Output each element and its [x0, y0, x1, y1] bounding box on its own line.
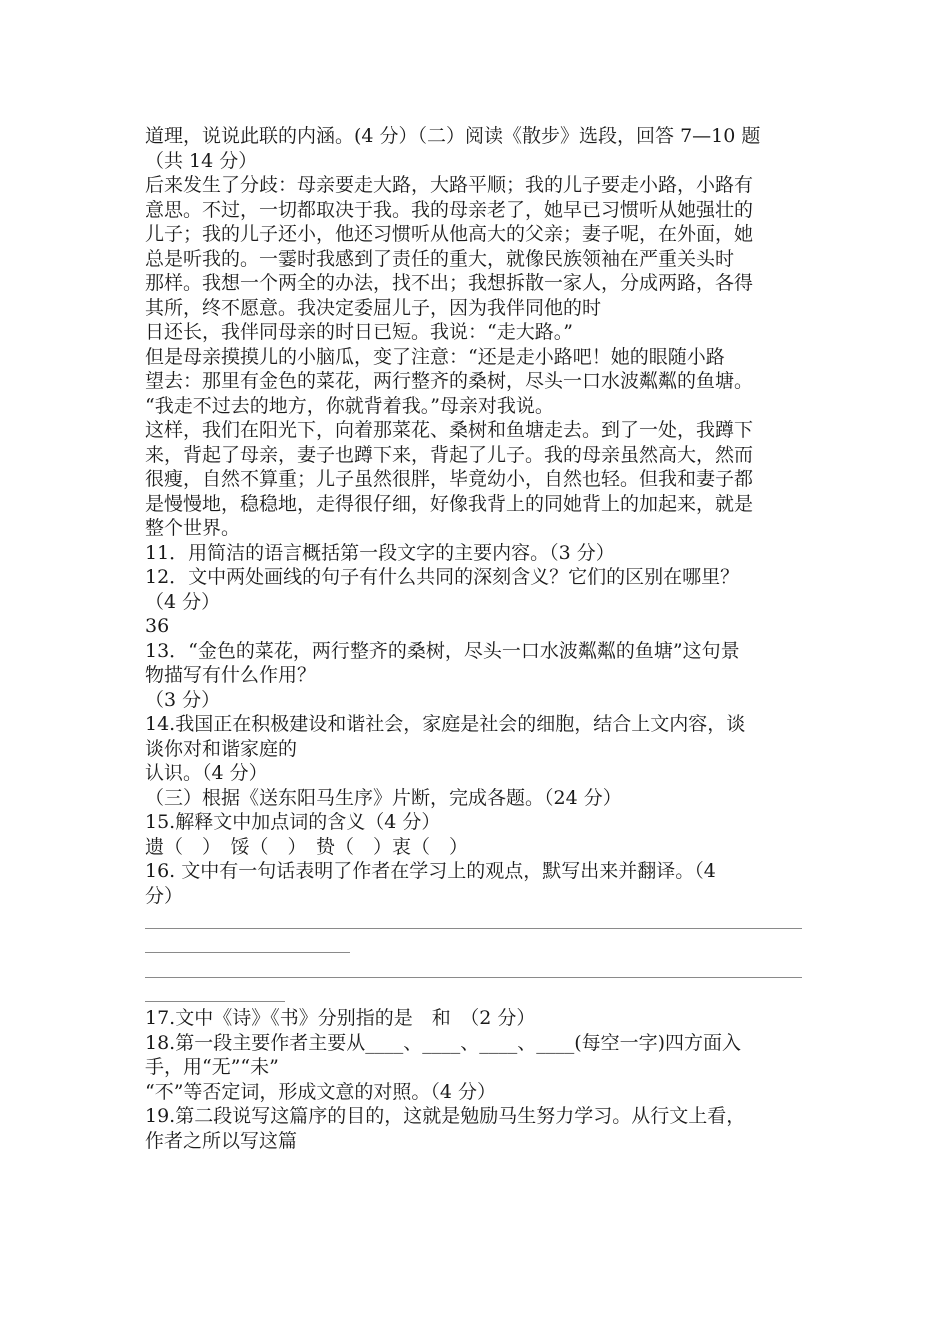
answer-rule: [145, 933, 810, 958]
text-line: 其所，终不愿意。我决定委屈儿子，因为我伴同他的时: [145, 296, 602, 319]
text-line: 手，用“无”“未”: [145, 1056, 279, 1078]
question-15: 15.解释文中加点词的含义（4 分）: [145, 811, 441, 833]
text-line: 认识。（4 分）: [145, 762, 268, 784]
text-line: 日还长，我伴同母亲的时日已短。我说：“走大路。”: [145, 321, 573, 343]
section-heading: （三）根据《送东阳马生序》片断，完成各题。（24 分）: [145, 786, 622, 809]
text-line: （共 14 分）: [145, 149, 258, 172]
text-line: 物描写有什么作用？: [145, 664, 317, 686]
blank-fill-line: 遗（ ） 馁（ ） 贽（ ）衷（ ）: [145, 835, 469, 858]
text-line: 整个世界。: [145, 517, 241, 539]
text-line: 道理，说说此联的内涵。(4 分）（二）阅读《散步》选段，回答 7—10 题: [145, 125, 761, 147]
text-line: 这样，我们在阳光下，向着那菜花、桑树和鱼塘走去。到了一处，我蹲下: [145, 419, 754, 441]
text-line: 谈你对和谐家庭的: [145, 737, 298, 760]
page-number: 36: [145, 615, 170, 637]
text-line: 儿子；我的儿子还小，他还习惯听从他高大的父亲；妻子呢，在外面，她: [145, 223, 754, 245]
text-line: 作者之所以写这篇: [145, 1129, 298, 1152]
answer-rule: [145, 908, 810, 933]
text-line: （4 分）: [145, 590, 221, 613]
question-14: 14.我国正在积极建设和谐社会，家庭是社会的细胞，结合上文内容，谈: [145, 713, 746, 735]
answer-rule: [145, 982, 810, 1007]
question-11: 11．用简洁的语言概括第一段文字的主要内容。（3 分）: [145, 541, 615, 564]
question-19: 19.第二段说写这篇序的目的，这就是勉励马生努力学习。从行文上看，: [145, 1105, 746, 1127]
question-16: 16. 文中有一句话表明了作者在学习上的观点，默写出来并翻译。（4: [145, 860, 716, 882]
question-18: 18.第一段主要作者主要从____、____、____、____(每空一字)四方面入: [145, 1031, 742, 1054]
text-line: 总是听我的。一霎时我感到了责任的重大，就像民族领袖在严重关头时: [145, 247, 735, 270]
question-13: 13．“金色的菜花，两行整齐的桑树，尽头一口水波粼粼的鱼塘”这句景: [145, 639, 740, 662]
text-line: 但是母亲摸摸儿的小脑瓜，变了注意：“还是走小路吧！她的眼随小路: [145, 345, 725, 368]
text-line: 后来发生了分歧：母亲要走大路，大路平顺；我的儿子要走小路，小路有: [145, 174, 754, 196]
answer-rule: [145, 957, 810, 982]
text-line: 望去：那里有金色的菜花，两行整齐的桑树，尽头一口水波粼粼的鱼塘。: [145, 370, 754, 392]
text-line: 那样。我想一个两全的办法，找不出；我想拆散一家人，分成两路，各得: [145, 272, 754, 294]
page-content: [145, 124, 810, 1153]
text-line: 来，背起了母亲，妻子也蹲下来，背起了儿子。我的母亲虽然高大，然而: [145, 443, 754, 466]
question-17: 17.文中《诗》《书》分别指的是 和 （2 分）: [145, 1007, 536, 1029]
text-line: “我走不过去的地方，你就背着我。”母亲对我说。: [145, 394, 554, 417]
text-line: “不”等否定词，形成文意的对照。（4 分）: [145, 1080, 497, 1103]
question-12: 12．文中两处画线的句子有什么共同的深刻含义？它们的区别在哪里？: [145, 566, 740, 588]
text-line: 意思。不过，一切都取决于我。我的母亲老了，她早已习惯听从她强壮的: [145, 198, 754, 221]
text-line: 分）: [145, 884, 184, 907]
text-line: （3 分）: [145, 688, 221, 711]
text-line: 很瘦，自然不算重；儿子虽然很胖，毕竟幼小，自然也轻。但我和妻子都: [145, 468, 754, 490]
text-line: 是慢慢地，稳稳地，走得很仔细，好像我背上的同她背上的加起来，就是: [145, 492, 754, 515]
